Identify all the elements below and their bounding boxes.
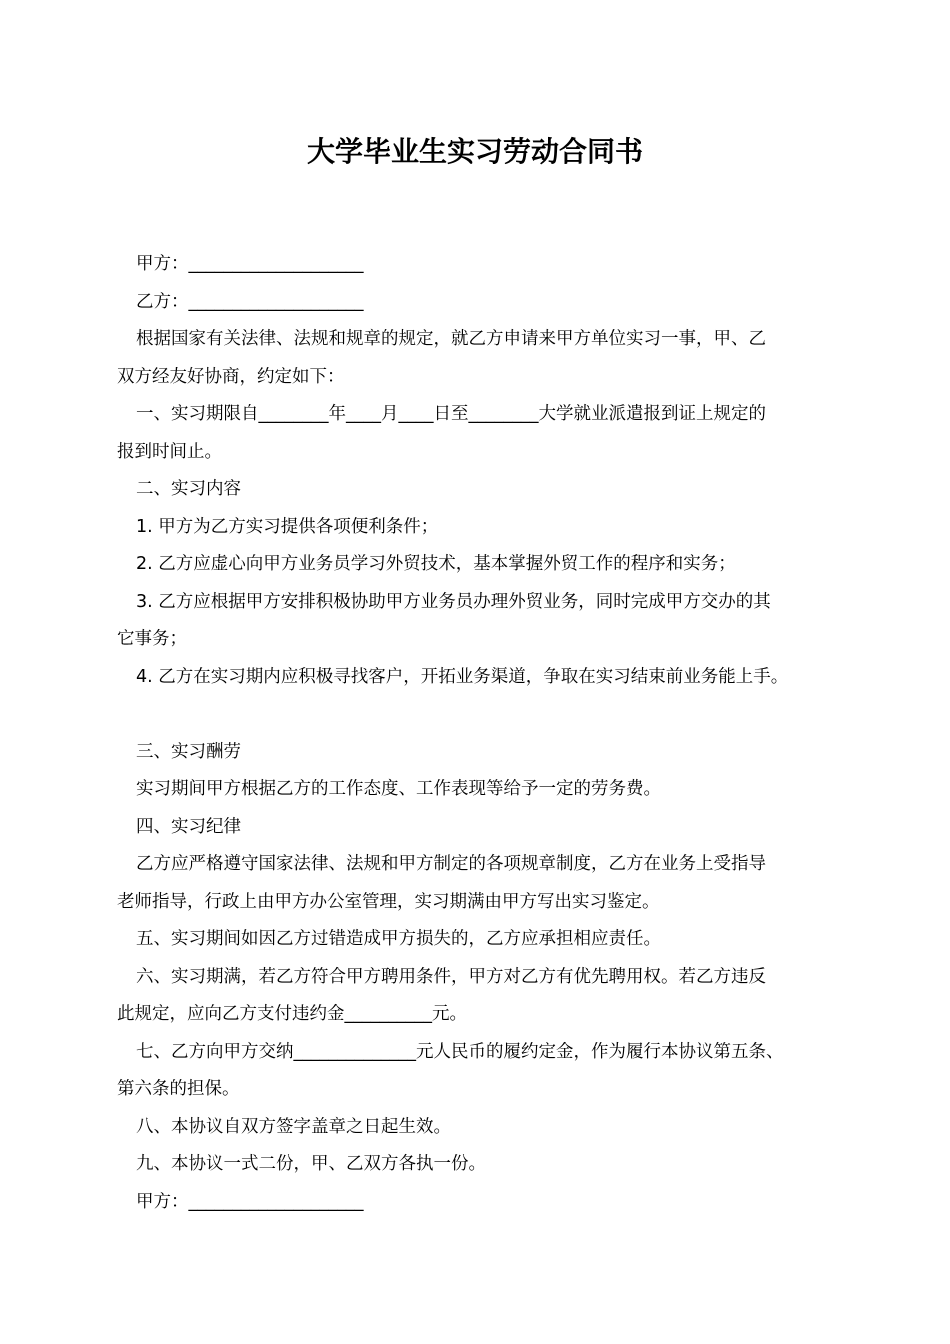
clause-4-text-line-2: 老师指导，行政上由甲方办公室管理，实习期满由甲方写出实习鉴定。	[117, 891, 660, 912]
clause-2-item-3-line-1: 3. 乙方应根据甲方安排积极协助甲方业务员办理外贸业务，同时完成甲方交办的其	[136, 591, 771, 612]
clause-4-text-line-1: 乙方应严格遵守国家法律、法规和甲方制定的各项规章制度，乙方在业务上受指导	[136, 854, 766, 874]
preamble-line-2: 双方经友好协商，约定如下：	[117, 366, 345, 387]
document-body	[117, 246, 852, 1221]
clause-2-heading: 二、实习内容	[136, 479, 241, 499]
preamble-line-1: 根据国家有关法律、法规和规章的规定，就乙方申请来甲方单位实习一事，甲、乙	[136, 329, 766, 349]
clause-3-heading: 三、实习酬劳	[136, 741, 241, 762]
clause-2-item-2: 2. 乙方应虚心向甲方业务员学习外贸技术，基本掌握外贸工作的程序和实务；	[136, 554, 736, 574]
party-b-line: 乙方：____________________	[136, 291, 364, 312]
signature-party-a: 甲方：____________________	[136, 1191, 364, 1212]
clause-1-line-1: 一、实习期限自________年____月____日至________大学就业派遣报到证上规定的	[136, 404, 766, 424]
clause-7-line-2: 第六条的担保。	[117, 1079, 240, 1099]
clause-9: 九、本协议一式二份，甲、乙双方各执一份。	[136, 1154, 486, 1174]
document-title: 大学毕业生实习劳动合同书	[306, 135, 643, 168]
clause-2-item-4: 4. 乙方在实习期内应积极寻找客户，开拓业务渠道，争取在实习结束前业务能上手。	[136, 666, 789, 687]
clause-1-line-2: 报到时间止。	[117, 441, 222, 462]
party-a-line: 甲方：____________________	[136, 254, 364, 274]
clause-7-line-1: 七、乙方向甲方交纳______________元人民币的履约定金，作为履行本协议第五条、	[136, 1041, 784, 1062]
clause-3-text: 实习期间甲方根据乙方的工作态度、工作表现等给予一定的劳务费。	[136, 779, 661, 799]
clause-2-item-3-line-2: 它事务；	[117, 629, 187, 649]
clause-5: 五、实习期间如因乙方过错造成甲方损失的，乙方应承担相应责任。	[136, 929, 661, 949]
clause-6-line-1: 六、实习期满，若乙方符合甲方聘用条件，甲方对乙方有优先聘用权。若乙方违反	[136, 966, 766, 987]
clause-6-line-2: 此规定，应向乙方支付违约金__________元。	[117, 1004, 467, 1024]
clause-8: 八、本协议自双方签字盖章之日起生效。	[136, 1116, 451, 1137]
clause-4-heading: 四、实习纪律	[136, 816, 241, 837]
blank-line	[117, 696, 852, 734]
clause-2-item-1: 1. 甲方为乙方实习提供各项便利条件；	[136, 516, 439, 537]
